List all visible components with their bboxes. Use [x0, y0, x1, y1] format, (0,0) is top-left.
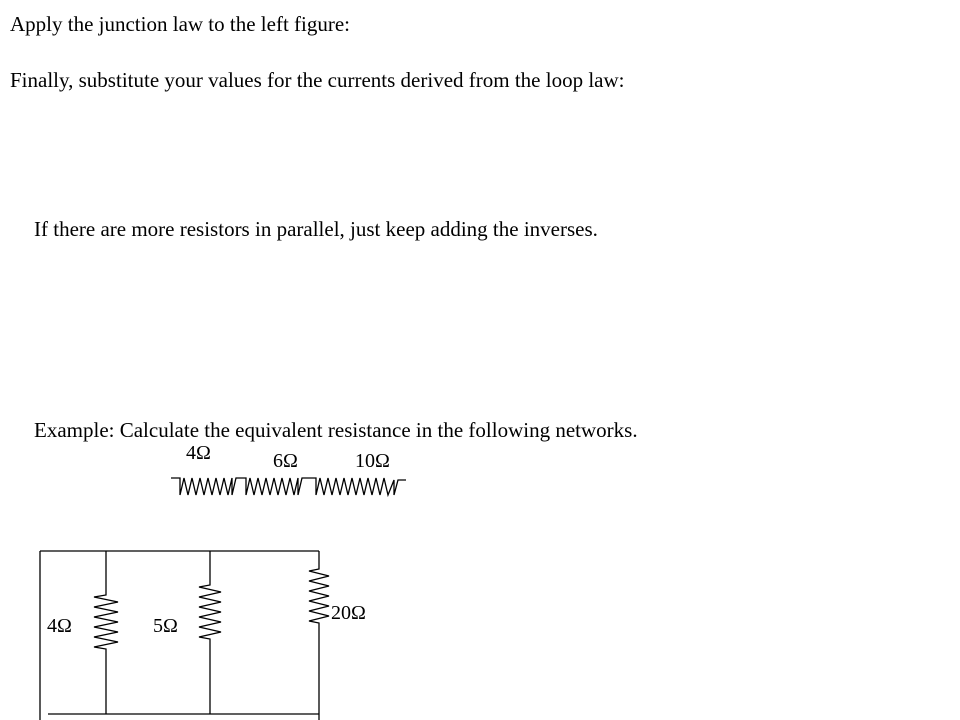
parallel-branch-3: [309, 551, 329, 720]
parallel-branch-1: [94, 551, 118, 714]
instruction-junction-law: Apply the junction law to the left figure:: [10, 12, 350, 36]
series-resistor-label-1: 4Ω: [186, 442, 211, 464]
series-resistor-label-2: 6Ω: [273, 450, 298, 472]
parallel-resistor-label-1: 4Ω: [47, 615, 72, 637]
instruction-substitute-currents: Finally, substitute your values for the currents derived from the loop law:: [10, 68, 625, 92]
example-heading: Example: Calculate the equivalent resistance in the following networks.: [34, 418, 638, 442]
parallel-resistor-label-2: 5Ω: [153, 615, 178, 637]
parallel-branch-2: [199, 551, 221, 714]
series-resistor-label-3: 10Ω: [355, 450, 390, 472]
parallel-resistor-label-3: 20Ω: [331, 602, 366, 624]
note-parallel-inverses: If there are more resistors in parallel, just keep adding the inverses.: [34, 217, 598, 241]
